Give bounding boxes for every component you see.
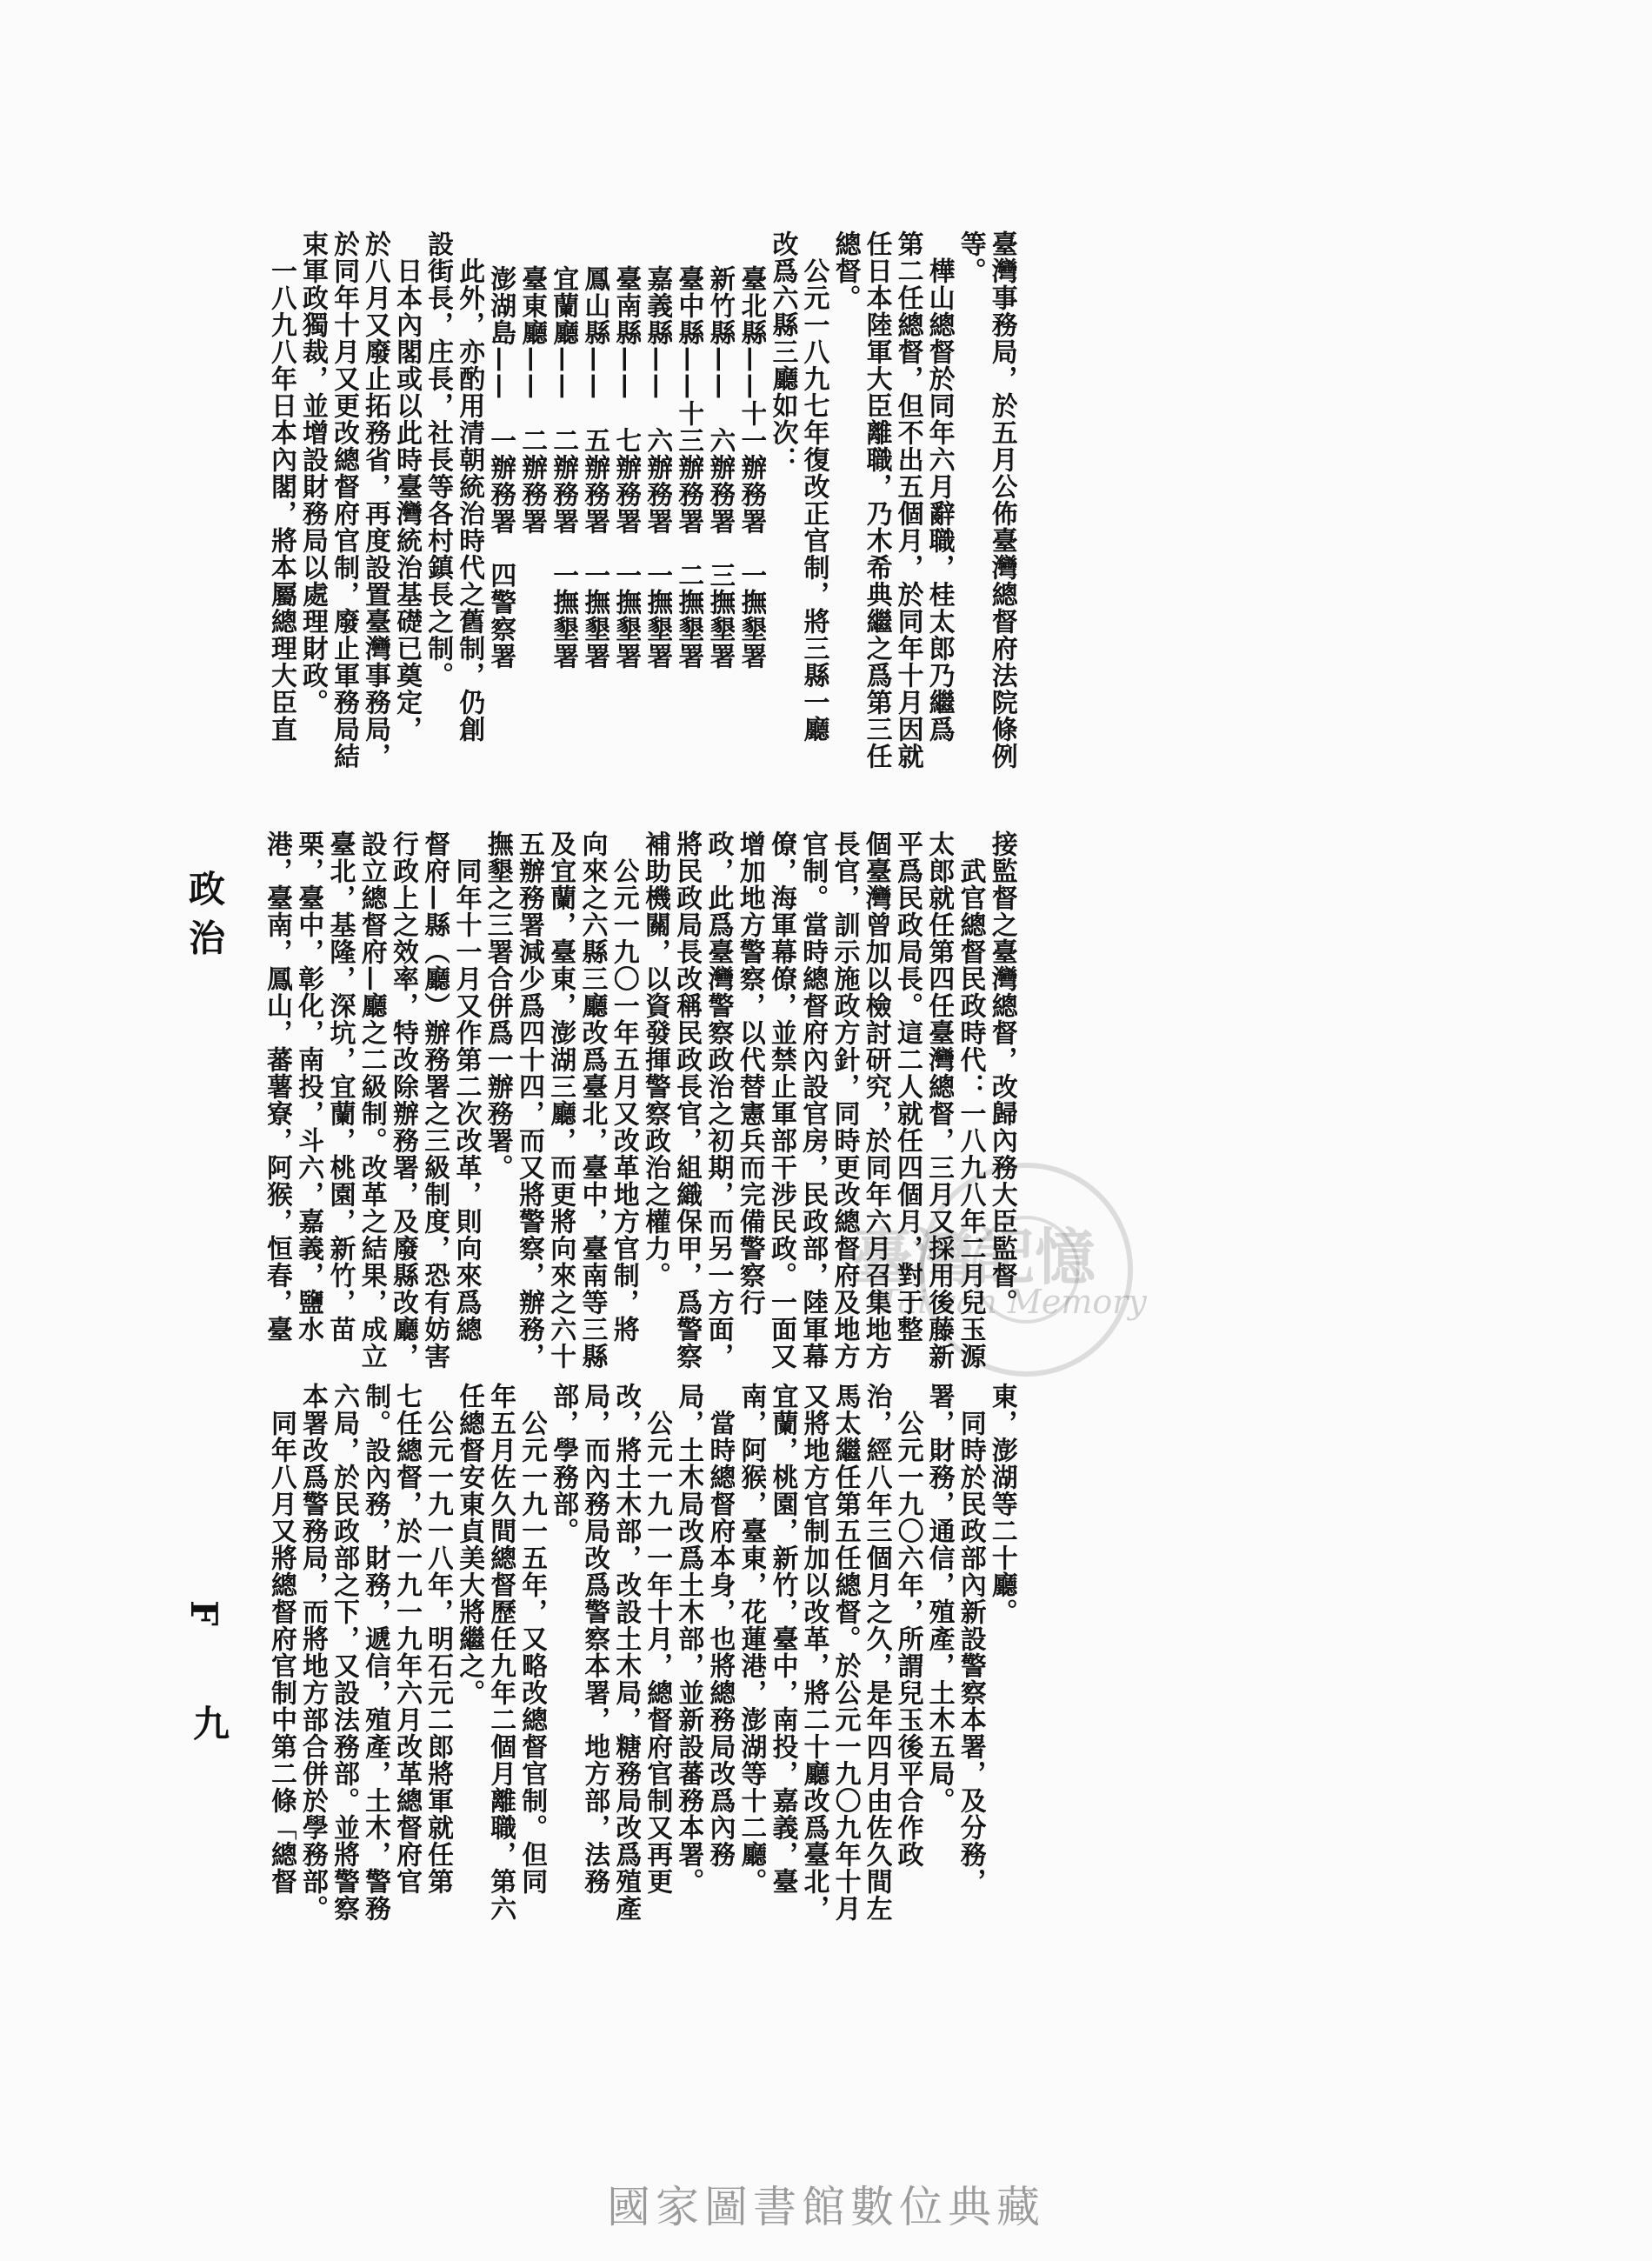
text-line: 局，而內務局改爲警察本署，地方部，法務 <box>579 1383 610 1895</box>
text-line: 官制。當時總督府內設官房，民政部，陸軍幕 <box>797 830 829 1370</box>
text-line: 此外，亦酌用清朝統治時代之舊制，仍創 <box>454 230 485 743</box>
text-line: 公元一九一五年，又略改總督官制。但同 <box>516 1383 548 1895</box>
text-line: 年五月佐久間總督歷任九年二個月離職，第六 <box>485 1383 516 1922</box>
text-line: 太郎就任第四任臺灣總督，三月又採用後藤新 <box>923 830 955 1370</box>
text-line: 於八月又廢止拓務省，再度設置臺灣事務局， <box>360 230 391 770</box>
table-row: 臺南縣—— 七辦務署 一撫墾署 <box>610 265 642 670</box>
watermark-text: 臺灣記憶 <box>852 1221 1096 1293</box>
text-line: 部，學務部。 <box>548 1383 579 1544</box>
text-line: 設街長，庄長，社長等各村鎮長之制。 <box>423 230 454 689</box>
text-line: 接監督之臺灣總督，改歸內務大臣監督。 <box>986 830 1017 1316</box>
text-line: 本署改爲警務局，而將地方部合併於學務部。 <box>297 1383 329 1922</box>
text-line: 公元一八九七年復改正官制，將三縣一廳 <box>798 230 829 743</box>
text-line: 行政上之效率，特改除辦務署，及廢縣改廳， <box>388 830 418 1370</box>
text-line: 臺北，基隆，深坑，宜蘭，桃園，新竹，苗 <box>324 830 356 1343</box>
table-row: 澎湖島—— 一辦務署 四警察署 <box>485 265 516 670</box>
text-line: 東，澎湖等二十廳。 <box>986 1383 1017 1625</box>
text-line: 當時總督府本身，也將總務局改爲內務 <box>704 1383 736 1868</box>
text-line: 五辦務署減少爲四十四，而又將警察，辦務， <box>514 830 544 1370</box>
text-line: 公元一九〇六年，所謂兒玉後平合作政 <box>892 1383 923 1868</box>
text-line: 署，財務，通信，殖產，土木五局。 <box>923 1383 955 1814</box>
table-row: 鳳山縣—— 五辦務署 一撫墾署 <box>579 265 610 670</box>
text-line: 一八九八年日本內閣，將本屬總理大臣直 <box>266 230 296 743</box>
text-line: 日本內閣或以此時臺灣統治基礎已奠定， <box>391 230 423 743</box>
text-block-left <box>265 1383 1017 1922</box>
text-line: 宜蘭，桃園，新竹，臺中，南投，嘉義，臺 <box>767 1383 798 1895</box>
text-line: 等。 <box>955 230 986 284</box>
table-row: 臺北縣——十一辦務署 一撫墾署 <box>736 265 767 670</box>
text-line: 局，土木局改爲土木部，並新設蕃務本署。 <box>673 1383 704 1895</box>
text-line: 長官，訓示施政方針，同時更改總督府及地方 <box>829 830 860 1370</box>
footer-caption: 國家圖書館數位典藏 <box>607 2182 1045 2232</box>
text-line: 制。設內務，財務，遞信，殖產，土木，警務 <box>360 1383 391 1922</box>
text-line: 補助機關，以資發揮警察政治之權力。 <box>640 830 670 1289</box>
text-line: 總督。 <box>829 230 861 311</box>
text-line: 向來之六縣三廳改爲臺北，臺中，臺南等三縣 <box>576 830 608 1370</box>
text-line: 任日本陸軍大臣離職，乃木希典繼之爲第三任 <box>861 230 892 770</box>
text-line: 改爲六縣三廳如次： <box>767 230 798 473</box>
table-row: 宜蘭廳—— 二辦務署 一撫墾署 <box>548 265 579 670</box>
text-line: 將民政局長改稱民政長官，組織保甲，爲警察 <box>671 830 703 1370</box>
text-line: 栗，臺中，彰化，南投，斗六，嘉義，鹽水 <box>293 830 324 1343</box>
text-line: 公元一九〇一年五月又改革地方官制，將 <box>608 830 639 1343</box>
text-line: 於同年十月又更改總督府官制，廢止軍務局結 <box>329 230 360 770</box>
text-line: 武官總督民政時代：一八九八年二月兒玉源 <box>955 830 986 1370</box>
text-line: 又將地方官制加以改革，將二十廳改爲臺北， <box>798 1383 829 1922</box>
running-head: 政 治 <box>183 870 226 956</box>
text-line: 平爲民政局長。這二人就任四個月，對于整 <box>892 830 923 1343</box>
text-line: 七任總督，於一九一九年六月改革總督府官 <box>391 1383 423 1895</box>
table-row: 臺東廳—— 二辦務署 <box>516 265 548 535</box>
text-line: 南，阿猴，臺東，花蓮港，澎湖等十二廳。 <box>736 1383 767 1895</box>
table-row: 新竹縣—— 六辦務署 三撫墾署 <box>704 265 736 670</box>
text-line: 治，經八年三個月之久，是年四月由佐久間左 <box>861 1383 892 1922</box>
watermark-text-en: Taiwan Memory <box>878 1283 1147 1321</box>
page-label: F <box>183 1600 225 1626</box>
text-line: 馬太繼任第五任總督。於公元一九〇九年十月 <box>829 1383 861 1922</box>
page-number: 九 <box>188 1704 230 1741</box>
text-line: 束軍政獨裁，並增設財務局以處理財政。 <box>297 230 329 716</box>
text-line: 政，此爲臺灣警察政治之初期，而另一方面， <box>703 830 734 1370</box>
text-line: 增加地方警察，以代替憲兵而完備警察行 <box>734 830 765 1316</box>
text-line: 個臺灣曾加以檢討研究，於同年六月召集地方 <box>860 830 891 1370</box>
text-line: 公元一九一一年十月，總督府官制又再更 <box>642 1383 673 1895</box>
text-line: 任總督安東貞美大將繼之。 <box>454 1383 485 1706</box>
text-line: 僚，海軍幕僚，並禁止軍部干涉民政。一面又 <box>766 830 796 1370</box>
table-row: 臺中縣——十三辦務署 二撫墾署 <box>673 265 704 670</box>
text-line: 同時於民政部內新設警察本署，及分務， <box>955 1383 986 1895</box>
text-line: 樺山總督於同年六月辭職，桂太郎乃繼爲 <box>923 230 955 743</box>
text-line: 港，臺南，鳳山，蕃薯寮，阿猴，恒春，臺 <box>262 830 292 1343</box>
text-line: 督府—縣（廳）辦務署之三級制度，恐有妨害 <box>419 830 450 1370</box>
text-line: 公元一九一八年，明石元二郎將軍就任第 <box>423 1383 454 1895</box>
text-line: 改，將土木部，改設土木局，糖務局改爲殖產 <box>610 1383 642 1922</box>
text-line: 撫墾之三署合併爲一辦務署。 <box>482 830 513 1181</box>
table-row: 嘉義縣—— 六辦務署 一撫墾署 <box>642 265 673 670</box>
text-line: 同年八月又將總督府官制中第二條「總督 <box>266 1383 296 1895</box>
text-block-right <box>265 230 1017 770</box>
text-line: 六局，於民政部之下，又設法務部。並將警察 <box>329 1383 360 1922</box>
text-line: 及宜蘭，臺東，澎湖三廳，而更將向來之六十 <box>545 830 576 1370</box>
text-line: 同年十一月又作第二次改革，則向來爲總 <box>450 830 482 1343</box>
text-line: 第二任總督，但不出五個月，於同年十月因就 <box>892 230 923 770</box>
text-line: 設立總督府—廳之二級制。改革之結果，成立 <box>356 830 387 1370</box>
text-line: 臺灣事務局，於五月公佈臺灣總督府法院條例 <box>986 230 1017 770</box>
